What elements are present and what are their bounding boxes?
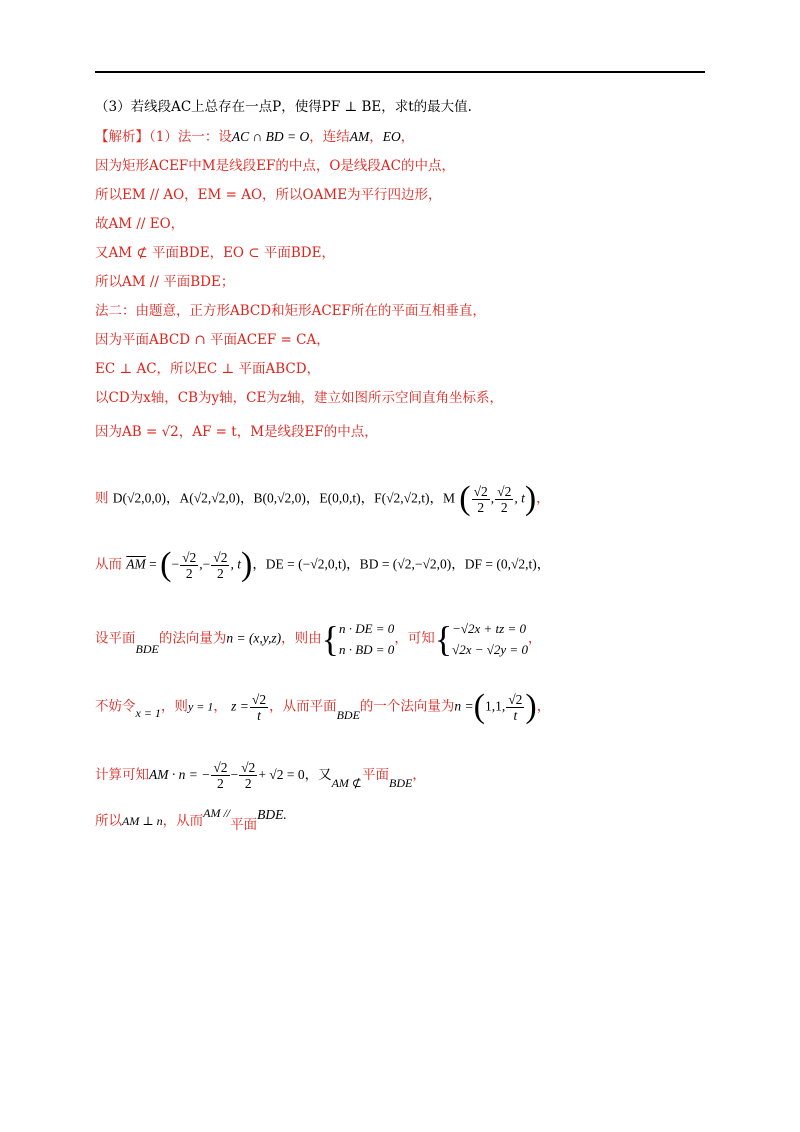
solution-line-1: 【解析】（1）法一：设AC ∩ BD = O，连结AM，EO， <box>95 129 415 145</box>
compute-line: 计算可知AM · n = − $\frac{√2}{2}$ − $\frac{√2}{2}$ + √2 = 0，又AM ⊄平面BDE， <box>95 760 426 791</box>
normal-vector-line: 设平面BDE的法向量为n = (x,y,z)，则由{n · DE = 0 n · BD = 0，可知{−√2x + tz = 0 √2x − √2y = 0， <box>95 619 542 659</box>
let-x-line: 不妨令x = 1，则y = 1， z = $\frac{√2}{t}$ ，从而平面BDE的一个法向量为n =(1,1, $\frac{√2}{t}$ )， <box>95 688 551 725</box>
solution-line-5: 又AM ⊄ 平面BDE，EO ⊂ 平面BDE， <box>95 245 335 261</box>
solution-line-2: 因为矩形ACEF中M是线段EF的中点，O是线段AC的中点， <box>95 158 455 174</box>
solution-line-11: 因为AB = √2，AF = t，M是线段EF的中点， <box>95 424 378 440</box>
solution-line-4: 故AM // EO， <box>95 216 185 232</box>
solution-line-7: 法二：由题意，正方形ABCD和矩形ACEF所在的平面互相垂直， <box>95 303 486 319</box>
conclusion-line: 所以AM ⊥ n，从而AM //平面BDE. <box>95 806 287 833</box>
solution-line-6: 所以AM // 平面BDE； <box>95 274 235 290</box>
vector-line: 从而 $\overline{AM}$ = (− $\frac{√2}{2}$ ,− $\frac{√2}{2}$ , t)，DE = (−√2,0,t)，BD = (√2,−√2,0)，DF = (0,√2,t)， <box>95 546 551 583</box>
solution-line-3: 所以EM // AO，EM = AO，所以OAME为平行四边形， <box>95 187 442 203</box>
header-rule <box>95 71 705 73</box>
solution-line-10: 以CD为x轴，CB为y轴，CE为z轴，建立如图所示空间直角坐标系， <box>95 390 503 406</box>
coordinates-line: 则 D(√2,0,0)，A(√2,√2,0)，B(0,√2,0)，E(0,0,t)，F(√2,√2,t)，M ( $\frac{√2}{2}$ , $\frac{√2}{2}$ , t)， <box>95 480 550 517</box>
solution-line-8: 因为平面ABCD ∩ 平面ACEF = CA， <box>95 332 330 348</box>
solution-line-9: EC ⊥ AC，所以EC ⊥ 平面ABCD， <box>95 361 321 377</box>
question-3: （3）若线段AC上总存在一点P，使得PF ⊥ BE，求t的最大值. <box>95 99 472 115</box>
